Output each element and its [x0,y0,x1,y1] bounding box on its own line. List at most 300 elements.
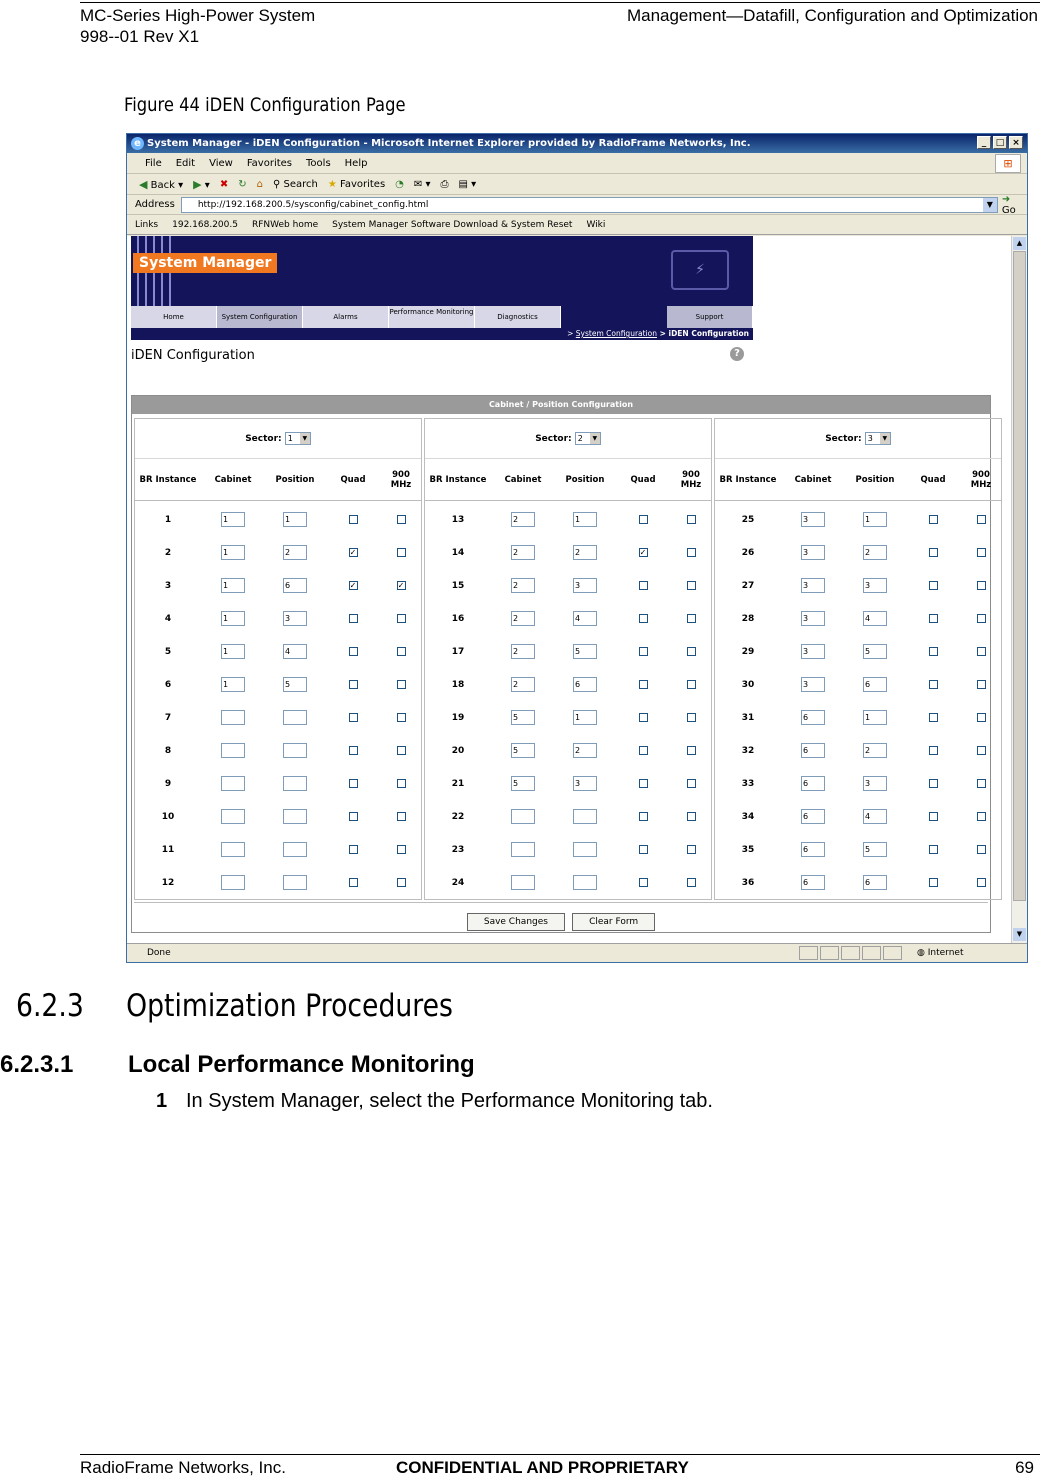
900mhz-checkbox[interactable] [687,779,696,788]
position-input[interactable]: 5 [863,842,887,857]
go-button[interactable] [1002,194,1027,216]
clear-form-button[interactable]: Clear Form [572,913,655,931]
position-input[interactable]: 3 [863,578,887,593]
help-icon[interactable]: ? [730,347,744,361]
vertical-scrollbar[interactable] [1011,236,1027,943]
step-text: In System Manager, select the Performance Monitoring tab. [186,1090,713,1112]
back-label: Back [150,180,175,191]
breadcrumb-prefix: > [567,329,576,338]
sector-column [134,418,422,900]
tab-support[interactable]: Support [667,306,753,328]
table-row [135,833,421,866]
900mhz-checkbox[interactable]: ✓ [397,581,405,590]
900mhz-checkbox[interactable] [977,515,986,524]
cabinet-input[interactable]: 2 [511,578,535,593]
900mhz-checkbox[interactable] [397,713,406,722]
breadcrumb-current: > iDEN Configuration [657,329,749,338]
tab-home[interactable]: Home [131,306,217,328]
position-input[interactable] [283,875,307,890]
tab-system-configuration[interactable]: System Configuration [217,306,303,328]
browser-toolbar [127,174,1027,195]
column-header: Cabinet [794,474,832,485]
breadcrumb-link[interactable]: System Configuration [575,329,657,338]
header-chapter: Management—Datafill, Configuration and Optimization [626,6,1038,25]
cabinet-input[interactable]: 3 [801,677,825,692]
br-instance: 25 [741,514,755,525]
cabinet-input[interactable] [511,842,535,857]
cabinet-input[interactable]: 1 [221,512,245,527]
table-row [425,668,711,701]
quad-checkbox[interactable] [929,746,938,755]
cabinet-input[interactable] [221,710,245,725]
900mhz-checkbox[interactable] [977,647,986,656]
sector-column [714,418,1002,900]
cabinet-input[interactable]: 3 [801,578,825,593]
quad-checkbox[interactable] [639,614,648,623]
cabinet-input[interactable]: 5 [511,776,535,791]
quad-checkbox[interactable] [929,713,938,722]
position-input[interactable]: 1 [863,512,887,527]
stop-icon[interactable]: ✖ [219,179,229,190]
mail-icon[interactable]: ✉ ▾ [413,179,431,190]
sectors-container [134,418,992,900]
sector-select[interactable] [575,432,601,445]
chevron-down-icon[interactable]: ▼ [880,433,890,444]
cabinet-input[interactable] [221,776,245,791]
cabinet-input[interactable]: 1 [221,611,245,626]
cabinet-input[interactable]: 2 [511,644,535,659]
quad-checkbox[interactable] [929,878,938,887]
br-instance: 9 [164,778,172,789]
cabinet-input[interactable]: 1 [221,644,245,659]
chevron-down-icon[interactable]: ▼ [590,433,600,444]
900mhz-checkbox[interactable] [397,746,406,755]
quad-checkbox[interactable] [929,812,938,821]
br-instance: 8 [164,745,172,756]
table-row [135,602,421,635]
position-input[interactable]: 3 [283,611,307,626]
column-headers [135,459,421,501]
tab-performance-monitoring[interactable]: Performance Monitoring [389,306,475,328]
table-row [135,668,421,701]
900mhz-checkbox[interactable] [687,515,696,524]
900mhz-checkbox[interactable] [397,548,406,557]
900mhz-checkbox[interactable] [687,845,696,854]
address-label: Address [135,199,175,210]
cabinet-input[interactable] [221,842,245,857]
position-input[interactable]: 6 [283,578,307,593]
quad-checkbox[interactable] [349,713,358,722]
quad-checkbox[interactable] [929,779,938,788]
position-input[interactable]: 6 [863,677,887,692]
sector-value: 3 [867,434,873,443]
900mhz-checkbox[interactable] [397,680,406,689]
back-button[interactable]: ◀ Back ▾ [139,178,184,191]
go-arrow-icon: ➜ [1001,193,1011,205]
quad-checkbox[interactable]: ✓ [639,548,647,557]
cabinet-input[interactable]: 6 [801,842,825,857]
cabinet-input[interactable] [221,743,245,758]
link-download[interactable]: System Manager Software Download & System Reset [332,220,573,230]
section-number: 6.2.3 [16,988,84,1024]
table-row [425,569,711,602]
br-instance: 34 [741,811,755,822]
table-row [715,734,1001,767]
address-value: http://192.168.200.5/sysconfig/cabinet_config.html [197,199,429,210]
position-input[interactable] [283,743,307,758]
procedure-step [156,1090,713,1113]
scroll-up-icon[interactable]: ▲ [1013,237,1026,250]
tab-diagnostics[interactable]: Diagnostics [475,306,561,328]
chevron-down-icon[interactable]: ▼ [300,433,310,444]
history-icon[interactable]: ◔ [395,179,404,190]
globe-icon: ◍ [917,948,925,958]
window-controls [977,136,1023,149]
quad-checkbox[interactable] [349,812,358,821]
section-title: Optimization Procedures [126,988,453,1024]
quad-checkbox[interactable] [929,614,938,623]
security-zone [917,944,963,962]
900mhz-checkbox[interactable] [977,812,986,821]
column-header: Cabinet [504,474,542,485]
position-input[interactable]: 1 [283,512,307,527]
cabinet-input[interactable] [511,809,535,824]
900mhz-checkbox[interactable] [977,878,986,887]
position-input[interactable]: 4 [573,611,597,626]
home-icon[interactable]: ⌂ [256,179,263,190]
tab-alarms[interactable]: Alarms [303,306,389,328]
sector-header [135,419,421,459]
br-instance: 5 [164,646,172,657]
quad-checkbox[interactable] [929,845,938,854]
quad-checkbox[interactable] [929,581,938,590]
quad-checkbox[interactable] [639,779,648,788]
position-input[interactable]: 5 [573,644,597,659]
cabinet-input[interactable]: 1 [221,677,245,692]
900mhz-checkbox[interactable] [687,680,696,689]
position-input[interactable] [573,809,597,824]
menu-view[interactable]: View [209,158,233,169]
print-icon[interactable]: ⎙ [440,179,449,190]
links-label: Links [135,220,159,230]
scroll-thumb[interactable] [1013,251,1026,901]
900mhz-checkbox[interactable] [397,845,406,854]
step-number: 1 [156,1090,168,1112]
link-rfnweb[interactable]: RFNWeb home [251,220,319,230]
900mhz-checkbox[interactable] [687,614,696,623]
br-instance: 28 [741,613,755,624]
browser-titlebar [127,134,1027,153]
sector-label: Sector: [245,434,282,444]
table-row [135,536,421,569]
900mhz-checkbox[interactable] [977,680,986,689]
sector-rows [135,501,421,899]
sector-rows [425,501,711,899]
cabinet-input[interactable]: 6 [801,875,825,890]
quad-checkbox[interactable] [639,845,648,854]
subsection-number: 6.2.3.1 [0,1051,74,1078]
quad-checkbox[interactable] [639,680,648,689]
position-input[interactable]: 3 [863,776,887,791]
position-input[interactable]: 6 [573,677,597,692]
br-instance: 12 [161,877,175,888]
quad-checkbox[interactable] [639,581,648,590]
900mhz-checkbox[interactable] [977,845,986,854]
table-row [425,536,711,569]
quad-checkbox[interactable] [639,713,648,722]
table-row [135,503,421,536]
cabinet-input[interactable] [221,809,245,824]
edit-icon[interactable]: ▤ ▾ [458,179,477,190]
900mhz-checkbox[interactable] [977,746,986,755]
900mhz-checkbox[interactable] [977,713,986,722]
search-label: Search [283,179,318,190]
900mhz-checkbox[interactable] [687,878,696,887]
position-input[interactable]: 2 [863,743,887,758]
sector-value: 2 [577,434,583,443]
cabinet-input[interactable]: 2 [511,545,535,560]
panel-title: Cabinet / Position Configuration [132,396,990,414]
breadcrumb [131,328,753,340]
column-header: BR Instance [719,474,777,485]
position-input[interactable]: 5 [283,677,307,692]
minimize-icon[interactable]: _ [977,136,991,149]
900mhz-checkbox[interactable] [977,779,986,788]
close-icon[interactable]: × [1009,136,1023,149]
cabinet-input[interactable]: 1 [221,578,245,593]
table-row [715,767,1001,800]
address-input[interactable] [181,197,998,213]
position-input[interactable]: 1 [863,710,887,725]
br-instance: 19 [451,712,465,723]
900mhz-checkbox[interactable] [977,581,986,590]
quad-checkbox[interactable] [929,515,938,524]
table-row [135,635,421,668]
900mhz-checkbox[interactable] [687,548,696,557]
table-row [715,635,1001,668]
menu-favorites[interactable]: Favorites [246,158,293,169]
cabinet-input[interactable]: 2 [511,677,535,692]
sector-value: 1 [287,434,293,443]
position-input[interactable] [573,842,597,857]
page-viewport [127,236,1027,943]
table-row [425,866,711,899]
position-input[interactable] [573,875,597,890]
quad-checkbox[interactable] [349,878,358,887]
900mhz-checkbox[interactable] [397,812,406,821]
menu-bar [127,153,1027,174]
cabinet-input[interactable] [221,875,245,890]
header-product: MC-Series High-Power System [80,6,316,25]
br-instance: 3 [164,580,172,591]
go-label: Go [1001,204,1016,216]
position-input[interactable]: 4 [863,809,887,824]
menu-edit[interactable]: Edit [175,158,196,169]
sector-header [715,419,1001,459]
sector-select[interactable] [865,432,891,445]
radioframe-emblem-icon: ⚡ [671,250,729,290]
cabinet-input[interactable] [511,875,535,890]
footer-confidential: CONFIDENTIAL AND PROPRIETARY [396,1458,689,1476]
config-panel [131,395,991,933]
position-input[interactable] [283,710,307,725]
cabinet-input[interactable]: 5 [511,743,535,758]
sector-select[interactable] [285,432,311,445]
maximize-icon[interactable]: □ [993,136,1007,149]
quad-checkbox[interactable] [639,878,648,887]
position-input[interactable]: 3 [573,776,597,791]
br-instance: 21 [451,778,465,789]
cabinet-input[interactable]: 2 [511,512,535,527]
quad-checkbox[interactable] [349,515,358,524]
position-input[interactable]: 2 [283,545,307,560]
position-input[interactable]: 3 [573,578,597,593]
900mhz-checkbox[interactable] [977,548,986,557]
table-row [425,635,711,668]
br-instance: 22 [451,811,465,822]
search-button[interactable] [273,174,318,194]
menu-help[interactable]: Help [344,158,368,169]
footer-rule [80,1454,1040,1455]
sector-header [425,419,711,459]
quad-checkbox[interactable]: ✓ [349,548,357,557]
br-instance: 29 [741,646,755,657]
br-instance: 26 [741,547,755,558]
quad-checkbox[interactable] [349,746,358,755]
position-input[interactable]: 4 [283,644,307,659]
favorites-label: Favorites [339,179,386,190]
link-wiki[interactable]: Wiki [586,220,606,230]
quad-checkbox[interactable]: ✓ [349,581,357,590]
status-text: Done [147,948,171,958]
table-row [715,833,1001,866]
br-instance: 20 [451,745,465,756]
quad-checkbox[interactable] [929,548,938,557]
quad-checkbox[interactable] [929,680,938,689]
900mhz-checkbox[interactable] [977,614,986,623]
quad-checkbox[interactable] [639,746,648,755]
link-ip[interactable]: 192.168.200.5 [172,220,238,230]
table-row [425,602,711,635]
900mhz-checkbox[interactable] [397,779,406,788]
scroll-down-icon[interactable]: ▼ [1013,928,1026,941]
column-header: Position [855,474,895,485]
900mhz-checkbox[interactable] [687,647,696,656]
cabinet-input[interactable]: 6 [801,809,825,824]
position-input[interactable]: 6 [863,875,887,890]
cabinet-input[interactable]: 3 [801,545,825,560]
cabinet-input[interactable]: 6 [801,776,825,791]
900mhz-checkbox[interactable] [687,746,696,755]
900mhz-checkbox[interactable] [687,812,696,821]
table-row [425,734,711,767]
br-instance: 2 [164,547,172,558]
header-revision: 998--01 Rev X1 [80,27,200,46]
sector-column [424,418,712,900]
column-header: Position [275,474,315,485]
refresh-icon[interactable]: ↻ [238,179,247,190]
quad-checkbox[interactable] [639,515,648,524]
page-number: 69 [1015,1458,1034,1476]
position-input[interactable] [283,809,307,824]
forward-button[interactable]: ▶ ▾ [193,178,210,191]
app-logo: System Manager [133,253,277,273]
form-actions [134,902,988,932]
cabinet-input[interactable]: 3 [801,512,825,527]
cabinet-input[interactable]: 6 [801,743,825,758]
900mhz-checkbox[interactable] [687,581,696,590]
table-row [715,866,1001,899]
br-instance: 1 [164,514,172,525]
br-instance: 33 [741,778,755,789]
table-row [425,767,711,800]
position-input[interactable] [283,842,307,857]
table-row [135,569,421,602]
save-changes-button[interactable]: Save Changes [467,913,565,931]
table-row [135,701,421,734]
cabinet-input[interactable]: 3 [801,611,825,626]
quad-checkbox[interactable] [929,647,938,656]
900mhz-checkbox[interactable] [397,515,406,524]
address-dropdown-icon[interactable]: ▼ [983,198,997,212]
header-rule [80,2,1040,3]
cabinet-input[interactable]: 6 [801,710,825,725]
position-input[interactable]: 4 [863,611,887,626]
quad-checkbox[interactable] [349,845,358,854]
cabinet-input[interactable]: 5 [511,710,535,725]
position-input[interactable]: 2 [863,545,887,560]
favorites-button[interactable] [328,174,385,194]
table-row [135,866,421,899]
br-instance: 16 [451,613,465,624]
br-instance: 10 [161,811,175,822]
menu-tools[interactable]: Tools [306,158,331,169]
column-header: 900 MHz [390,469,412,490]
position-input[interactable] [283,776,307,791]
br-instance: 23 [451,844,465,855]
900mhz-checkbox[interactable] [397,647,406,656]
column-header: Quad [630,474,656,485]
900mhz-checkbox[interactable] [397,614,406,623]
quad-checkbox[interactable] [349,614,358,623]
quad-checkbox[interactable] [349,779,358,788]
br-instance: 30 [741,679,755,690]
cabinet-input[interactable]: 1 [221,545,245,560]
900mhz-checkbox[interactable] [687,713,696,722]
table-row [715,503,1001,536]
quad-checkbox[interactable] [349,647,358,656]
900mhz-checkbox[interactable] [397,878,406,887]
cabinet-input[interactable]: 2 [511,611,535,626]
document-header [0,0,1040,50]
table-row [135,767,421,800]
position-input[interactable]: 2 [573,545,597,560]
position-input[interactable]: 1 [573,512,597,527]
position-input[interactable]: 1 [573,710,597,725]
quad-checkbox[interactable] [639,647,648,656]
cabinet-input[interactable]: 3 [801,644,825,659]
quad-checkbox[interactable] [639,812,648,821]
table-row [425,701,711,734]
position-input[interactable]: 5 [863,644,887,659]
sector-label: Sector: [535,434,572,444]
table-row [425,503,711,536]
quad-checkbox[interactable] [349,680,358,689]
column-header: 900 MHz [970,469,992,490]
br-instance: 27 [741,580,755,591]
position-input[interactable]: 2 [573,743,597,758]
menu-file[interactable]: File [145,158,162,169]
